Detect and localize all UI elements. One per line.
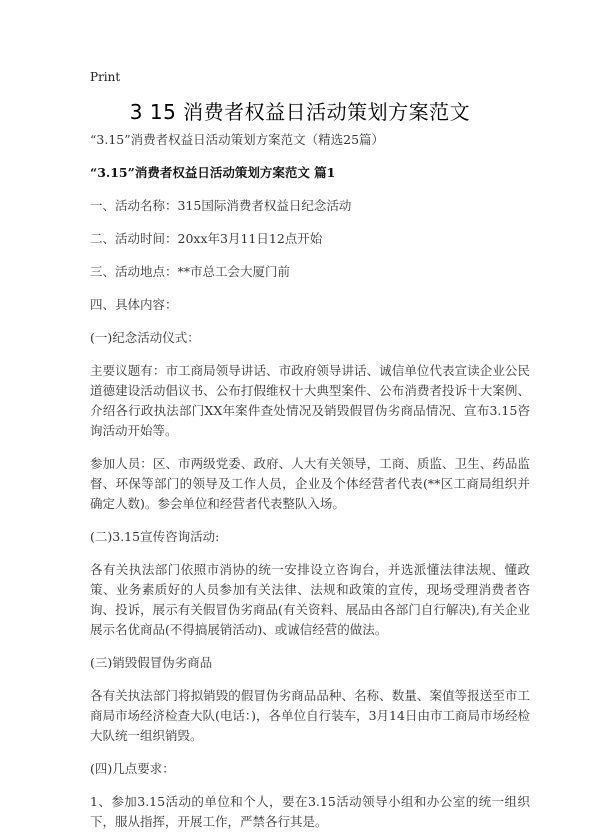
part3-heading: (三)销毁假冒伪劣商品 xyxy=(90,655,213,670)
page-title: 3 15 消费者权益日活动策划方案范文 xyxy=(129,100,471,124)
document-body xyxy=(90,130,530,832)
subtitle: “3.15”消费者权益日活动策划方案范文（精选25篇） xyxy=(90,132,385,147)
part4-paragraph: 1、参加3.15活动的单位和个人，要在3.15活动领导小组和办公室的统一组织下，服从指挥，开展工作，严禁各行其是。 xyxy=(90,794,530,829)
part2-paragraph: 各有关执法部门依照市消协的统一安排设立咨询台，并选派懂法律法规、懂政策、业务素质好的人员参加有关法律、法规和政策的宣传，现场受理消费者咨询、投诉，展示有关假冒伪劣商品(有关资料、展品由各部门自行解决),有关企业展示名优商品(不得搞展销活动)、或诚信经营的做法。 xyxy=(90,562,530,637)
section-title: “3.15”消费者权益日活动策划方案范文 篇1 xyxy=(90,165,336,180)
item-activity-location: 三、活动地点：**市总工会大厦门前 xyxy=(90,264,291,279)
item-activity-time: 二、活动时间：20xx年3月11日12点开始 xyxy=(90,231,323,246)
part2-heading: (二)3.15宣传咨询活动: xyxy=(90,529,220,544)
part3-paragraph: 各有关执法部门将拟销毁的假冒伪劣商品品种、名称、数量、案值等报送至市工商局市场经济检查大队(电话：)，各单位自行装车，3月14日由市工商局市场经检大队统一组织销毁。 xyxy=(90,688,530,743)
item-specific-content: 四、具体内容： xyxy=(90,297,178,312)
item-activity-name: 一、活动名称：315国际消费者权益日纪念活动 xyxy=(90,198,352,213)
print-label: Print xyxy=(90,70,121,84)
part1-heading: (一)纪念活动仪式： xyxy=(90,330,200,345)
part1-paragraph-topics: 主要议题有：市工商局领导讲话、市政府领导讲话、诚信单位代表宣读企业公民道德建设活动倡议书、公布打假维权十大典型案件、公布消费者投诉十大案例、介绍各行政执法部门XX年案件查处情况及销毁假冒伪劣商品情况、宣布3.15咨询活动开始等。 xyxy=(90,363,530,438)
part4-heading: (四)几点要求： xyxy=(90,761,175,776)
part1-paragraph-participants: 参加人员：区、市两级党委、政府、人大有关领导，工商、质监、卫生、药品监督、环保等部门的领导及工作人员，企业及个体经营者代表(**区工商局组织并确定人数)。参会单位和经营者代表整队入场。 xyxy=(90,456,530,511)
